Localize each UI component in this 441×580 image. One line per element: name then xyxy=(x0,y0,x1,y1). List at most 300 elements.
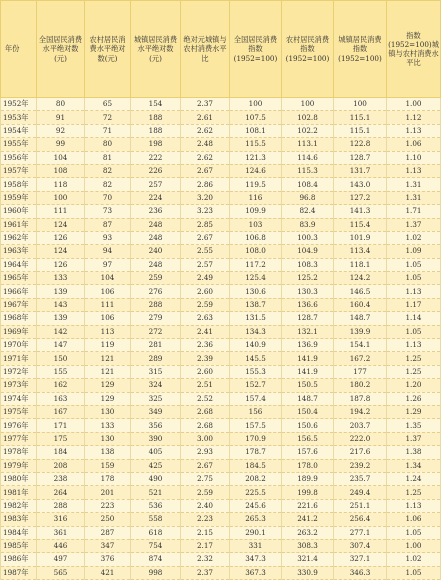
cell-urban-index: 118.1 xyxy=(334,258,387,271)
cell-national-abs: 162 xyxy=(37,379,85,392)
cell-rural-abs: 119 xyxy=(85,339,131,352)
cell-rural-index: 330.9 xyxy=(282,566,334,579)
cell-rural-index: 128.7 xyxy=(282,312,334,325)
cell-ratio-abs: 2.93 xyxy=(181,446,230,459)
cell-national-index: 116 xyxy=(230,191,282,204)
cell-national-index: 290.1 xyxy=(230,526,282,539)
cell-ratio-index: 1.06 xyxy=(387,138,441,151)
table-row xyxy=(1,499,441,512)
cell-urban-index: 187.8 xyxy=(334,392,387,405)
cell-national-abs: 175 xyxy=(37,432,85,445)
cell-rural-abs: 87 xyxy=(85,218,131,231)
cell-rural-abs: 250 xyxy=(85,513,131,526)
cell-ratio-abs: 2.85 xyxy=(181,218,230,231)
cell-year: 1964年 xyxy=(1,258,37,271)
cell-rural-abs: 106 xyxy=(85,285,131,298)
cell-ratio-abs: 2.17 xyxy=(181,539,230,552)
cell-national-index: 124.6 xyxy=(230,164,282,177)
cell-rural-abs: 347 xyxy=(85,539,131,552)
cell-ratio-index: 1.37 xyxy=(387,218,441,231)
cell-ratio-index: 1.20 xyxy=(387,379,441,392)
table-row xyxy=(1,339,441,352)
table-row xyxy=(1,325,441,338)
cell-urban-index: 177 xyxy=(334,365,387,378)
cell-national-abs: 167 xyxy=(37,405,85,418)
cell-ratio-abs: 2.41 xyxy=(181,325,230,338)
cell-urban-abs: 248 xyxy=(131,258,181,271)
cell-national-index: 156 xyxy=(230,405,282,418)
cell-ratio-abs: 2.49 xyxy=(181,272,230,285)
cell-year: 1963年 xyxy=(1,245,37,258)
cell-rural-index: 102.8 xyxy=(282,111,334,124)
header-year: 年份 xyxy=(1,1,37,98)
cell-year: 1962年 xyxy=(1,231,37,244)
cell-year: 1967年 xyxy=(1,298,37,311)
cell-ratio-abs: 2.60 xyxy=(181,365,230,378)
cell-rural-index: 136.9 xyxy=(282,339,334,352)
cell-rural-index: 136.6 xyxy=(282,298,334,311)
table-row xyxy=(1,245,441,258)
cell-urban-abs: 222 xyxy=(131,151,181,164)
cell-ratio-index: 1.05 xyxy=(387,566,441,579)
cell-year: 1968年 xyxy=(1,312,37,325)
cell-national-abs: 126 xyxy=(37,231,85,244)
cell-year: 1972年 xyxy=(1,365,37,378)
table-row xyxy=(1,218,441,231)
cell-national-abs: 208 xyxy=(37,459,85,472)
cell-urban-abs: 248 xyxy=(131,231,181,244)
table-row xyxy=(1,111,441,124)
cell-year: 1955年 xyxy=(1,138,37,151)
cell-ratio-abs: 2.86 xyxy=(181,178,230,191)
cell-national-abs: 264 xyxy=(37,486,85,499)
cell-national-abs: 80 xyxy=(37,98,85,111)
cell-national-index: 331 xyxy=(230,539,282,552)
cell-rural-index: 157.6 xyxy=(282,446,334,459)
cell-national-abs: 288 xyxy=(37,499,85,512)
cell-national-abs: 497 xyxy=(37,553,85,566)
cell-national-index: 170.9 xyxy=(230,432,282,445)
cell-year: 1983年 xyxy=(1,513,37,526)
cell-rural-index: 125.2 xyxy=(282,272,334,285)
table-row xyxy=(1,231,441,244)
cell-urban-abs: 198 xyxy=(131,138,181,151)
cell-year: 1970年 xyxy=(1,339,37,352)
cell-rural-index: 104.9 xyxy=(282,245,334,258)
cell-urban-abs: 257 xyxy=(131,178,181,191)
header-rural-index: 农村居民消费指数(1952=100) xyxy=(282,1,334,98)
cell-rural-abs: 421 xyxy=(85,566,131,579)
cell-rural-abs: 73 xyxy=(85,205,131,218)
cell-ratio-abs: 2.48 xyxy=(181,138,230,151)
cell-urban-abs: 558 xyxy=(131,513,181,526)
cell-national-index: 115.5 xyxy=(230,138,282,151)
cell-rural-index: 114.6 xyxy=(282,151,334,164)
cell-ratio-index: 1.24 xyxy=(387,472,441,485)
header-urban-rural-ratio-index: 指数(1952=100)城镇与农村消费水平比 xyxy=(387,1,441,98)
cell-national-abs: 139 xyxy=(37,312,85,325)
cell-national-index: 152.7 xyxy=(230,379,282,392)
cell-urban-abs: 405 xyxy=(131,446,181,459)
cell-ratio-index: 1.13 xyxy=(387,499,441,512)
cell-ratio-index: 1.37 xyxy=(387,432,441,445)
cell-ratio-index: 1.05 xyxy=(387,272,441,285)
cell-rural-index: 150.6 xyxy=(282,419,334,432)
cell-year: 1966年 xyxy=(1,285,37,298)
cell-national-abs: 99 xyxy=(37,138,85,151)
cell-rural-abs: 72 xyxy=(85,111,131,124)
cell-ratio-abs: 2.59 xyxy=(181,298,230,311)
cell-national-abs: 238 xyxy=(37,472,85,485)
cell-year: 1976年 xyxy=(1,419,37,432)
cell-urban-index: 131.7 xyxy=(334,164,387,177)
cell-ratio-abs: 3.20 xyxy=(181,191,230,204)
cell-rural-index: 115.3 xyxy=(282,164,334,177)
cell-rural-index: 321.4 xyxy=(282,553,334,566)
cell-rural-index: 178.0 xyxy=(282,459,334,472)
cell-national-abs: 143 xyxy=(37,298,85,311)
cell-urban-index: 154.1 xyxy=(334,339,387,352)
cell-ratio-index: 1.35 xyxy=(387,419,441,432)
table-row xyxy=(1,566,441,579)
cell-national-abs: 147 xyxy=(37,339,85,352)
cell-ratio-abs: 2.32 xyxy=(181,553,230,566)
cell-rural-abs: 129 xyxy=(85,379,131,392)
cell-rural-index: 263.2 xyxy=(282,526,334,539)
cell-national-index: 106.8 xyxy=(230,231,282,244)
cell-ratio-index: 1.00 xyxy=(387,98,441,111)
cell-urban-index: 180.2 xyxy=(334,379,387,392)
header-urban-rural-ratio-absolute: 绝对元城镇与农村消费水平比 xyxy=(181,1,230,98)
cell-year: 1965年 xyxy=(1,272,37,285)
cell-national-index: 100 xyxy=(230,98,282,111)
cell-ratio-abs: 2.68 xyxy=(181,405,230,418)
cell-ratio-abs: 2.62 xyxy=(181,124,230,137)
cell-rural-abs: 104 xyxy=(85,272,131,285)
cell-ratio-index: 1.05 xyxy=(387,258,441,271)
cell-ratio-index: 1.26 xyxy=(387,392,441,405)
cell-ratio-index: 1.06 xyxy=(387,513,441,526)
cell-rural-index: 100.3 xyxy=(282,231,334,244)
cell-urban-abs: 224 xyxy=(131,191,181,204)
cell-national-index: 108.1 xyxy=(230,124,282,137)
cell-urban-index: 194.2 xyxy=(334,405,387,418)
cell-national-index: 208.2 xyxy=(230,472,282,485)
cell-rural-abs: 138 xyxy=(85,446,131,459)
cell-urban-abs: 188 xyxy=(131,124,181,137)
cell-urban-index: 277.1 xyxy=(334,526,387,539)
cell-ratio-abs: 2.59 xyxy=(181,486,230,499)
cell-rural-abs: 65 xyxy=(85,98,131,111)
cell-national-index: 138.7 xyxy=(230,298,282,311)
cell-national-abs: 184 xyxy=(37,446,85,459)
cell-national-index: 130.6 xyxy=(230,285,282,298)
cell-ratio-abs: 2.63 xyxy=(181,312,230,325)
cell-national-abs: 139 xyxy=(37,285,85,298)
cell-ratio-index: 1.13 xyxy=(387,339,441,352)
cell-rural-abs: 129 xyxy=(85,392,131,405)
cell-rural-index: 150.4 xyxy=(282,405,334,418)
cell-national-index: 265.3 xyxy=(230,513,282,526)
cell-rural-abs: 133 xyxy=(85,419,131,432)
cell-rural-index: 108.3 xyxy=(282,258,334,271)
cell-urban-index: 327.1 xyxy=(334,553,387,566)
cell-rural-abs: 121 xyxy=(85,365,131,378)
cell-ratio-index: 1.05 xyxy=(387,526,441,539)
cell-rural-abs: 80 xyxy=(85,138,131,151)
cell-year: 1981年 xyxy=(1,486,37,499)
table-row xyxy=(1,178,441,191)
cell-national-abs: 124 xyxy=(37,218,85,231)
cell-ratio-abs: 3.23 xyxy=(181,205,230,218)
cell-rural-abs: 287 xyxy=(85,526,131,539)
cell-urban-index: 113.4 xyxy=(334,245,387,258)
cell-national-abs: 111 xyxy=(37,205,85,218)
cell-rural-index: 150.5 xyxy=(282,379,334,392)
cell-urban-index: 307.4 xyxy=(334,539,387,552)
cell-urban-index: 115.4 xyxy=(334,218,387,231)
cell-ratio-abs: 2.51 xyxy=(181,379,230,392)
cell-national-index: 178.7 xyxy=(230,446,282,459)
cell-ratio-index: 1.00 xyxy=(387,539,441,552)
cell-urban-abs: 536 xyxy=(131,499,181,512)
cell-national-abs: 133 xyxy=(37,272,85,285)
cell-rural-abs: 130 xyxy=(85,405,131,418)
cell-ratio-abs: 2.60 xyxy=(181,285,230,298)
cell-rural-index: 189.9 xyxy=(282,472,334,485)
cell-urban-index: 143.0 xyxy=(334,178,387,191)
cell-rural-index: 141.9 xyxy=(282,365,334,378)
cell-rural-abs: 376 xyxy=(85,553,131,566)
cell-urban-abs: 281 xyxy=(131,339,181,352)
cell-ratio-index: 1.25 xyxy=(387,352,441,365)
cell-ratio-abs: 2.67 xyxy=(181,231,230,244)
cell-urban-abs: 349 xyxy=(131,405,181,418)
cell-rural-index: 102.2 xyxy=(282,124,334,137)
cell-ratio-index: 1.29 xyxy=(387,405,441,418)
cell-ratio-abs: 2.15 xyxy=(181,526,230,539)
header-national-absolute: 全国居民消费水平绝对数(元) xyxy=(37,1,85,98)
cell-ratio-abs: 3.00 xyxy=(181,432,230,445)
cell-ratio-abs: 2.67 xyxy=(181,459,230,472)
cell-national-abs: 108 xyxy=(37,164,85,177)
cell-ratio-index: 1.02 xyxy=(387,553,441,566)
cell-year: 1969年 xyxy=(1,325,37,338)
cell-year: 1977年 xyxy=(1,432,37,445)
cell-rural-abs: 201 xyxy=(85,486,131,499)
cell-urban-abs: 874 xyxy=(131,553,181,566)
table-row xyxy=(1,205,441,218)
cell-national-abs: 155 xyxy=(37,365,85,378)
cell-national-abs: 100 xyxy=(37,191,85,204)
cell-urban-index: 115.1 xyxy=(334,124,387,137)
cell-rural-abs: 81 xyxy=(85,151,131,164)
cell-ratio-abs: 2.52 xyxy=(181,392,230,405)
table-row xyxy=(1,258,441,271)
cell-rural-index: 108.4 xyxy=(282,178,334,191)
cell-ratio-abs: 2.67 xyxy=(181,164,230,177)
table-row xyxy=(1,124,441,137)
cell-year: 1987年 xyxy=(1,566,37,579)
cell-ratio-index: 1.12 xyxy=(387,111,441,124)
cell-rural-abs: 97 xyxy=(85,258,131,271)
cell-year: 1982年 xyxy=(1,499,37,512)
cell-ratio-index: 1.31 xyxy=(387,191,441,204)
cell-national-abs: 104 xyxy=(37,151,85,164)
cell-year: 1979年 xyxy=(1,459,37,472)
cell-ratio-abs: 2.75 xyxy=(181,472,230,485)
cell-year: 1958年 xyxy=(1,178,37,191)
cell-urban-index: 203.7 xyxy=(334,419,387,432)
cell-national-index: 184.5 xyxy=(230,459,282,472)
table-row xyxy=(1,151,441,164)
table-row xyxy=(1,272,441,285)
cell-urban-index: 100 xyxy=(334,98,387,111)
table-row xyxy=(1,432,441,445)
cell-rural-abs: 111 xyxy=(85,298,131,311)
cell-urban-abs: 289 xyxy=(131,352,181,365)
cell-urban-abs: 315 xyxy=(131,365,181,378)
table-row xyxy=(1,526,441,539)
table-body xyxy=(1,98,441,580)
table-row xyxy=(1,405,441,418)
cell-ratio-index: 1.09 xyxy=(387,245,441,258)
cell-urban-index: 239.2 xyxy=(334,459,387,472)
cell-rural-abs: 71 xyxy=(85,124,131,137)
cell-rural-index: 199.8 xyxy=(282,486,334,499)
cell-rural-abs: 223 xyxy=(85,499,131,512)
cell-urban-abs: 154 xyxy=(131,98,181,111)
cell-national-abs: 163 xyxy=(37,392,85,405)
cell-urban-index: 160.4 xyxy=(334,298,387,311)
table-row xyxy=(1,164,441,177)
cell-year: 1957年 xyxy=(1,164,37,177)
cell-rural-abs: 93 xyxy=(85,231,131,244)
cell-rural-index: 132.1 xyxy=(282,325,334,338)
cell-urban-index: 122.8 xyxy=(334,138,387,151)
cell-urban-abs: 272 xyxy=(131,325,181,338)
cell-urban-index: 128.7 xyxy=(334,151,387,164)
header-urban-absolute: 城镇居民消费水平绝对数(元) xyxy=(131,1,181,98)
table-row xyxy=(1,191,441,204)
cell-year: 1954年 xyxy=(1,124,37,137)
table-row xyxy=(1,365,441,378)
table-row xyxy=(1,446,441,459)
cell-national-abs: 150 xyxy=(37,352,85,365)
cell-national-index: 117.2 xyxy=(230,258,282,271)
cell-rural-index: 148.7 xyxy=(282,392,334,405)
table-row xyxy=(1,459,441,472)
cell-ratio-index: 1.71 xyxy=(387,205,441,218)
cell-national-abs: 565 xyxy=(37,566,85,579)
cell-urban-abs: 754 xyxy=(131,539,181,552)
cell-national-abs: 361 xyxy=(37,526,85,539)
cell-ratio-abs: 2.61 xyxy=(181,111,230,124)
cell-urban-abs: 276 xyxy=(131,285,181,298)
cell-urban-abs: 425 xyxy=(131,459,181,472)
cell-urban-abs: 188 xyxy=(131,111,181,124)
cell-national-abs: 446 xyxy=(37,539,85,552)
cell-rural-index: 221.6 xyxy=(282,499,334,512)
cell-urban-index: 148.7 xyxy=(334,312,387,325)
cell-rural-index: 82.4 xyxy=(282,205,334,218)
cell-ratio-index: 1.25 xyxy=(387,365,441,378)
cell-urban-abs: 240 xyxy=(131,245,181,258)
cell-year: 1952年 xyxy=(1,98,37,111)
cell-national-index: 245.6 xyxy=(230,499,282,512)
cell-year: 1961年 xyxy=(1,218,37,231)
cell-national-index: 157.4 xyxy=(230,392,282,405)
cell-year: 1959年 xyxy=(1,191,37,204)
cell-year: 1953年 xyxy=(1,111,37,124)
cell-rural-abs: 82 xyxy=(85,164,131,177)
cell-urban-index: 141.3 xyxy=(334,205,387,218)
table-row xyxy=(1,285,441,298)
cell-rural-index: 96.8 xyxy=(282,191,334,204)
cell-ratio-abs: 2.37 xyxy=(181,98,230,111)
cell-urban-abs: 390 xyxy=(131,432,181,445)
cell-national-index: 155.3 xyxy=(230,365,282,378)
cell-ratio-index: 1.05 xyxy=(387,325,441,338)
cell-urban-index: 115.1 xyxy=(334,111,387,124)
cell-urban-index: 217.6 xyxy=(334,446,387,459)
cell-ratio-index: 1.10 xyxy=(387,151,441,164)
cell-ratio-index: 1.34 xyxy=(387,459,441,472)
cell-rural-index: 100 xyxy=(282,98,334,111)
cell-national-index: 131.5 xyxy=(230,312,282,325)
cell-urban-abs: 259 xyxy=(131,272,181,285)
header-rural-absolute: 农村居民消费水平绝对数(元) xyxy=(85,1,131,98)
cell-national-abs: 142 xyxy=(37,325,85,338)
table-header xyxy=(1,1,441,98)
cell-national-index: 109.9 xyxy=(230,205,282,218)
cell-urban-index: 139.9 xyxy=(334,325,387,338)
table-row xyxy=(1,138,441,151)
cell-year: 1980年 xyxy=(1,472,37,485)
cell-ratio-abs: 2.55 xyxy=(181,245,230,258)
cell-year: 1986年 xyxy=(1,553,37,566)
cell-ratio-index: 1.25 xyxy=(387,486,441,499)
cell-urban-abs: 490 xyxy=(131,472,181,485)
cell-national-index: 107.5 xyxy=(230,111,282,124)
cell-rural-index: 113.1 xyxy=(282,138,334,151)
cell-ratio-abs: 2.39 xyxy=(181,352,230,365)
cell-urban-abs: 279 xyxy=(131,312,181,325)
cell-urban-index: 146.5 xyxy=(334,285,387,298)
cell-rural-abs: 113 xyxy=(85,325,131,338)
cell-rural-index: 130.3 xyxy=(282,285,334,298)
cell-year: 1960年 xyxy=(1,205,37,218)
cell-national-index: 119.5 xyxy=(230,178,282,191)
cell-national-index: 121.3 xyxy=(230,151,282,164)
cell-urban-abs: 998 xyxy=(131,566,181,579)
table-row xyxy=(1,513,441,526)
cell-ratio-index: 1.13 xyxy=(387,124,441,137)
cell-ratio-index: 1.13 xyxy=(387,285,441,298)
cell-urban-abs: 325 xyxy=(131,392,181,405)
cell-ratio-abs: 2.62 xyxy=(181,151,230,164)
cell-national-index: 145.5 xyxy=(230,352,282,365)
cell-urban-abs: 248 xyxy=(131,218,181,231)
cell-ratio-abs: 2.57 xyxy=(181,258,230,271)
cell-year: 1971年 xyxy=(1,352,37,365)
header-urban-index: 城镇居民消费指数(1952=100) xyxy=(334,1,387,98)
cell-urban-index: 235.7 xyxy=(334,472,387,485)
cell-national-abs: 92 xyxy=(37,124,85,137)
table-row xyxy=(1,539,441,552)
cell-urban-abs: 618 xyxy=(131,526,181,539)
cell-urban-abs: 356 xyxy=(131,419,181,432)
